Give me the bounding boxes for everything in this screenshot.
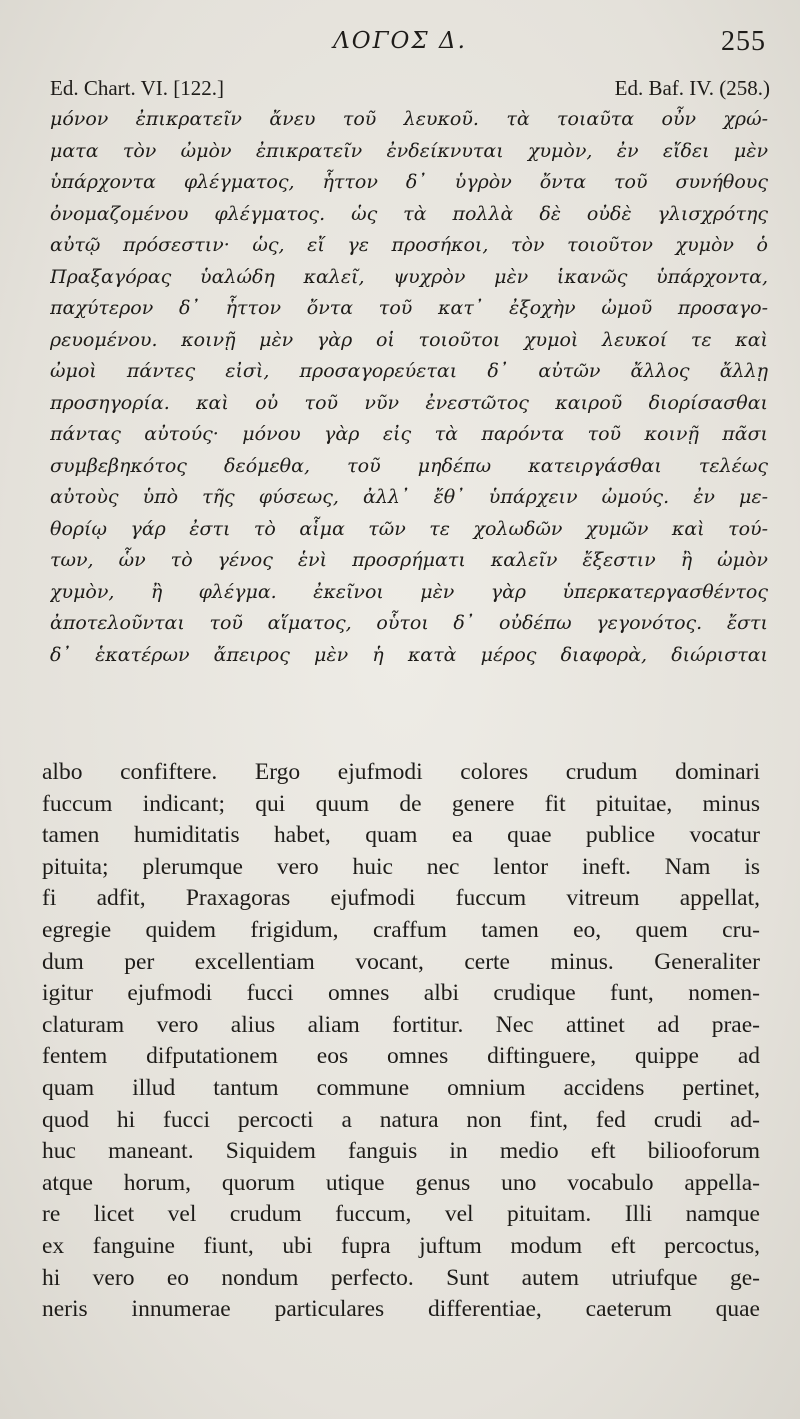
greek-line: αὐτοὺς ὑπὸ τῆς φύσεως, ἀλλ᾽ ἔθ᾽ ὑπάρχειν ὠμούς. ἐν με- xyxy=(50,486,768,508)
latin-line: albo confiftere. Ergo ejufmodi colores crudum dominari xyxy=(42,759,760,785)
latin-line: fuccum indicant; qui quum de genere fit pituitae, minus xyxy=(42,790,760,817)
latin-line: ex fanguine fiunt, ubi fupra juftum modum eft percoctus, xyxy=(42,1232,760,1259)
greek-line: ρευομένου. κοινῇ μὲν γὰρ οἱ τοιοῦτοι χυμοὶ λευκοί τε καὶ xyxy=(50,328,768,351)
latin-line: atque horum, quorum utique genus uno vocabulo appella- xyxy=(42,1169,760,1196)
greek-line: ὑπάρχοντα φλέγματος, ἧττον δ᾽ ὑγρὸν ὄντα τοῦ συνήθους xyxy=(50,171,768,193)
edition-chartier-reference: Ed. Chart. VI. [122.] xyxy=(50,76,224,100)
greek-line: ὀνομαζομένου φλέγματος. ὡς τὰ πολλὰ δὲ οὐδὲ γλισχρότης xyxy=(50,202,768,225)
latin-line: igitur ejufmodi fucci omnes albi crudique funt, nomen- xyxy=(42,980,760,1007)
latin-text-block xyxy=(42,757,760,1326)
greek-line: ματα τὸν ὠμὸν ἐπικρατεῖν ἐνδείκνυται χυμὸν, ἐν εἴδει μὲν xyxy=(50,139,768,162)
page-number: 255 xyxy=(721,26,766,57)
latin-line: quam illud tantum commune omnium accidens pertinet, xyxy=(42,1074,760,1101)
greek-line: Πραξαγόρας ὑαλώδη καλεῖ, ψυχρὸν μὲν ἱκανῶς ὑπάρχοντα, xyxy=(50,265,768,288)
greek-line: συμβεβηκότος δεόμεθα, τοῦ μηδέπω κατειργάσθαι τελέως xyxy=(50,454,768,477)
greek-text-block xyxy=(50,104,768,671)
latin-line: huc maneant. Siquidem fanguis in medio eft biliooforum xyxy=(42,1138,760,1165)
greek-line: αὐτῷ πρόσεστιν· ὡς, εἴ γε προσήκοι, τὸν τοιοῦτον χυμὸν ὁ xyxy=(50,234,768,256)
greek-line: θορίῳ γάρ ἐστι τὸ αἷμα τῶν τε χολωδῶν χυμῶν καὶ τού- xyxy=(50,517,768,540)
running-title: ΛΟΓΟΣ Δ. xyxy=(333,28,467,54)
greek-line: μόνον ἐπικρατεῖν ἄνευ τοῦ λευκοῦ. τὰ τοιαῦτα οὖν χρώ- xyxy=(50,108,768,130)
greek-line: χυμὸν, ἢ φλέγμα. ἐκεῖνοι μὲν γὰρ ὑπερκατεργασθέντος xyxy=(50,580,768,603)
greek-line: προσηγορία. καὶ οὐ τοῦ νῦν ἐνεστῶτος καιροῦ διορίσασθαι xyxy=(50,391,768,414)
greek-line: πάντας αὐτούς· μόνου γὰρ εἰς τὰ παρόντα τοῦ κοινῇ πᾶσι xyxy=(50,423,768,445)
greek-line: ἀποτελοῦνται τοῦ αἵματος, οὗτοι δ᾽ οὐδέπω γεγονότος. ἔστι xyxy=(50,612,768,634)
greek-line: δ᾽ ἑκατέρων ἄπειρος μὲν ἡ κατὰ μέρος διαφορὰ, διώρισται xyxy=(50,643,768,666)
greek-line: παχύτερον δ᾽ ἧττον ὄντα τοῦ κατ᾽ ἐξοχὴν ὠμοῦ προσαγο- xyxy=(50,297,768,319)
latin-line: dum per excellentiam vocant, certe minus. Generaliter xyxy=(42,948,760,975)
latin-line: neris innumerae particulares differentiae, caeterum quae xyxy=(42,1296,760,1323)
latin-line: quod hi fucci percocti a natura non fint, fed crudi ad- xyxy=(42,1106,760,1133)
edition-basel-reference: Ed. Baf. IV. (258.) xyxy=(614,76,770,100)
running-head xyxy=(0,28,800,64)
edition-reference-line xyxy=(50,76,770,102)
latin-line: re licet vel crudum fuccum, vel pituitam. Illi namque xyxy=(42,1201,760,1228)
latin-line: hi vero eo nondum perfecto. Sunt autem utriufque ge- xyxy=(42,1264,760,1291)
latin-line: tamen humiditatis habet, quam ea quae publice vocatur xyxy=(42,822,760,849)
latin-line: egregie quidem frigidum, craffum tamen eo, quem cru- xyxy=(42,916,760,943)
latin-line: fi adfit, Praxagoras ejufmodi fuccum vitreum appellat, xyxy=(42,885,760,912)
greek-line: ὠμοὶ πάντες εἰσὶ, προσαγορεύεται δ᾽ αὐτῶν ἄλλος ἄλλῃ xyxy=(50,360,768,382)
latin-line: pituita; plerumque vero huic nec lentor ineft. Nam is xyxy=(42,853,760,880)
latin-line: fentem difputationem eos omnes diftinguere, quippe ad xyxy=(42,1043,760,1070)
greek-line: των, ὧν τὸ γένος ἑνὶ προσρήματι καλεῖν ἔξεστιν ἢ ὠμὸν xyxy=(50,549,768,571)
latin-line: claturam vero alius aliam fortitur. Nec attinet ad prae- xyxy=(42,1011,760,1038)
